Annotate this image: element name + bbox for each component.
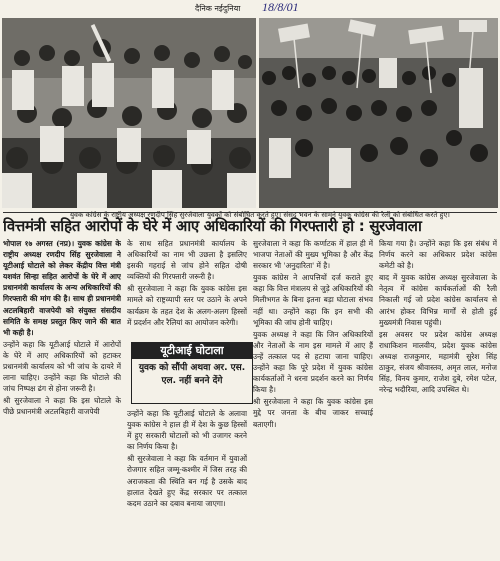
photo-caption: युवक कांग्रेस के राष्ट्रीय अध्यक्ष रणदीप सिंह सुरजेवाला युवकों को संबोधित करते हुए। संसद भवन के सामने युवक कांग्रेस की रैली को संबोधित करते हुए। — [70, 211, 450, 219]
paragraph: बाद में युवक कांग्रेस अध्यक्ष सुरजेवाला के नेतृत्व में कांग्रेस कार्यकर्ताओं की रैली निकाली गई जो प्रदेश कांग्रेस कार्यालय से आरंभ होकर विभिन्न मार्गों से होती हुई मुख्यमंत्री निवास पहुंची। — [379, 273, 497, 327]
paragraph: उन्होंने कहा कि यूटीआई घोटाले के अलावा युवक कांग्रेस ने हाल ही में देश के कुछ हिस्सों में हुए सरकारी घोटालों को भी उजागर करने का निर्णय किया है। — [127, 409, 247, 452]
paragraph: इस अवसर पर प्रदेश कांग्रेस अध्यक्ष राधाकिशन मालवीय, प्रदेश युवक कांग्रेस अध्यक्ष राजकुमार, महामंत्री सुरेश सिंह ठाकुर, संजय श्रीवास्तव, अमृत लाल, मनोज सिंह, विनय कुमार, राजेश दुबे, रमेश पटेल, नरेन्द्र भदौरिया, आदि उपस्थित थे। — [379, 329, 497, 395]
clipping-header — [0, 0, 500, 16]
news-photo-right — [259, 18, 498, 208]
article-column-3 — [253, 238, 373, 558]
article-column-1 — [3, 238, 121, 558]
paragraph: श्री सुरजेवाला ने कहा कि युवक कांग्रेस इस मामले को राष्ट्रव्यापी स्तर पर उठाने के अपने कार्यक्रम के तहत देश के अलग-अलग हिस्सों में प्रदर्शन और रैलियां का आयोजन करेगी। — [127, 284, 247, 327]
column-2-top — [127, 238, 247, 338]
paragraph: सुरजेवाला ने कहा कि कर्णाटक में हाल ही में भाजपा नेताओं की मुख्य भूमिका है और केंद्र सरकार भी 'अनुदारिता' में है। — [253, 239, 373, 271]
paragraph: भोपाल १७ अगस्त (नप्र)। युवक कांग्रेस के राष्ट्रीय अध्यक्ष रणदीप सिंह सुरजेवाला ने यूटीआई घोटाले को लेकर केंद्रीय वित्त मंत्री यशवंत सिन्हा सहित आरोपों के घेरे में आए प्रधानमंत्री कार्यालय के अन्य अधिकारियों की गिरफ्तारी की मांग की है। साथ ही प्रधानमंत्री अटलबिहारी वाजपेयी को संयुक्त संसदीय समिति के समक्ष प्रस्तुत किए जाने की बात भी कही है। — [3, 239, 121, 337]
crowd-photo — [259, 18, 498, 208]
article-column-4 — [379, 238, 497, 558]
article-body — [3, 238, 497, 558]
newspaper-name: दैनिक नईदुनिया — [195, 4, 241, 13]
paragraph: श्री सुरजेवाला ने कहा कि वर्तमान में युवाओं रोजगार सहित जम्मू-कश्मीर में जिस तरह की अराजकता की स्थिति बन गई है उसके बाद हालात देखते हुए केंद्र सरकार पर तत्काल कदम उठाने का दबाव बनाया जाएगा। — [127, 454, 247, 508]
headline: वित्तमंत्री सहित आरोपों के घेरे में आए अधिकारियों की गिरफ्तारी हो : सुरजेवाला — [3, 212, 497, 237]
paragraph: के साथ सहित प्रधानमंत्री कार्यालय के अधिकारियों का नाम भी उछला है इसलिए इसकी गहराई से जांच होने सहित दोषी व्यक्तियों की गिरफ्तारी जरूरी है। — [127, 239, 247, 282]
handwritten-date: 18/8/01 — [262, 0, 299, 14]
paragraph: युवक अध्यक्ष ने कहा कि जिन अधिकारियों और नेताओं के नाम इस मामले में आए हैं उन्हें तत्काल पद से हटाया जाना चाहिए। उन्होंने कहा कि पूरे प्रदेश में युवक कांग्रेस कार्यकर्ताओं ने धरना प्रदर्शन करने का निर्णय किया है। — [253, 329, 373, 395]
inset-box — [131, 342, 253, 404]
paragraph: उन्होंने कहा कि यूटीआई घोटाले में आरोपों के घेरे में आए अधिकारियों को हटाकर प्रधानमंत्री कार्यालय को भी जांच के दायरे में लाना चाहिए। उन्होंने कहा कि घोटाले की जांच निष्पक्ष ढंग से होना जरूरी है। — [3, 339, 121, 394]
paragraph: श्री सुरजेवाला ने कहा कि इस घोटाले के पीछे प्रधानमंत्री अटलबिहारी वाजपेयी — [3, 396, 121, 417]
paragraph: किया गया है। उन्होंने कहा कि इस संबंध में निर्णय करने का अधिकार प्रदेश कांग्रेस कमेटी को है। — [379, 239, 497, 271]
news-photo-left — [2, 18, 256, 208]
inset-title: यूटीआई घोटाला — [132, 343, 252, 359]
paragraph: युवक कांग्रेस ने आपत्तियों दर्ज कराते हुए कहा कि वित्त मंत्रालय से जुड़े अधिकारियों की मिलीभगत के बिना इतना बड़ा घोटाला संभव नहीं था। उन्होंने कहा कि इन सभी की भूमिका की जांच होनी चाहिए। — [253, 273, 373, 327]
column-2-bottom — [127, 408, 247, 558]
paragraph: श्री सुरजेवाला ने कहा कि युवक कांग्रेस इस मुद्दे पर जनता के बीच जाकर सच्चाई बताएगी। — [253, 397, 373, 429]
rally-stage-photo — [2, 18, 256, 208]
inset-subtitle: युवक को सौंपी अथवा अर. एस. एल. नहीं बनने देंगे — [138, 363, 246, 386]
